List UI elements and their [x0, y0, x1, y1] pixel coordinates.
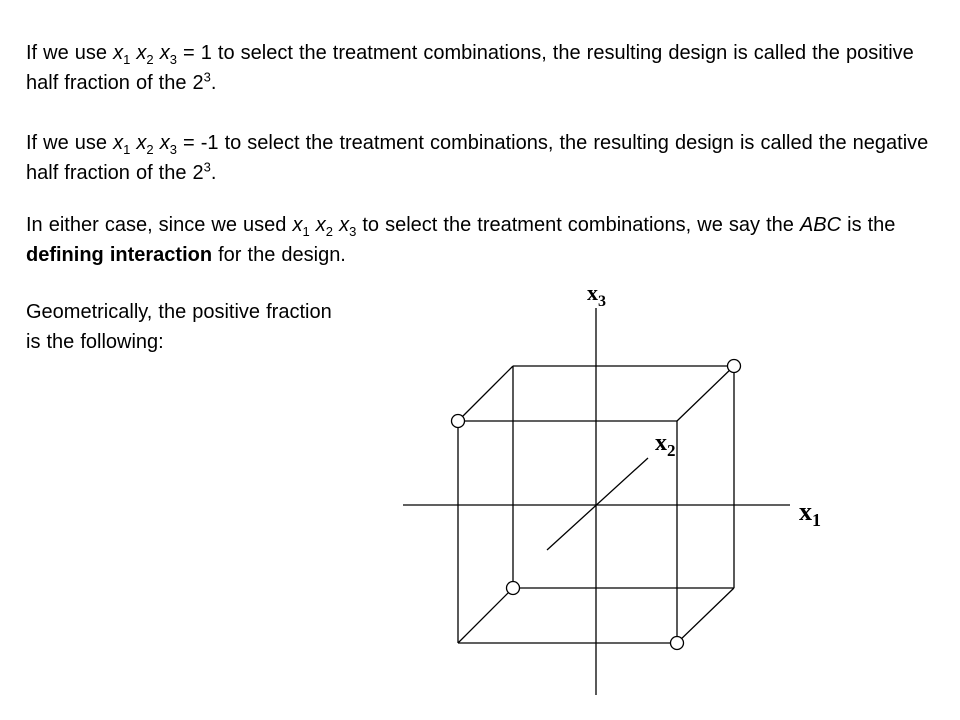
paragraph-geometric-intro: Geometrically, the positive fraction is the following: — [26, 301, 332, 353]
text: for the design. — [212, 244, 346, 266]
subscript: 3 — [169, 52, 177, 67]
text: If we use — [26, 132, 114, 154]
subscript: 1 — [123, 142, 131, 157]
var-x: x — [159, 42, 170, 64]
var-x: x — [113, 132, 124, 154]
var-x: x — [159, 132, 170, 154]
design-point — [507, 582, 520, 595]
design-point — [728, 360, 741, 373]
design-point — [452, 415, 465, 428]
text: to select the treatment combinations, we say the — [356, 214, 800, 236]
x3-label: $x_3$ — [587, 280, 606, 310]
var-x: x — [339, 214, 350, 236]
var-x: x — [292, 214, 303, 236]
text: = -1 to select the treatment combinations, the resulting design is called the negative half fraction of the 2 — [26, 132, 929, 184]
text: . — [210, 72, 217, 94]
subscript: 2 — [146, 142, 154, 157]
subscript: 2 — [146, 52, 154, 67]
x2-axis — [547, 458, 648, 550]
x2-label: $x_2$ — [655, 430, 676, 460]
text: is the — [841, 214, 896, 236]
var-x: x — [113, 42, 124, 64]
cube-edge — [677, 366, 734, 421]
design-point — [671, 637, 684, 650]
subscript: 3 — [169, 142, 177, 157]
subscript: 2 — [325, 224, 334, 239]
cube-edge — [677, 588, 734, 643]
subscript: 1 — [302, 224, 310, 239]
subscript: 1 — [123, 52, 131, 67]
text: . — [210, 162, 217, 184]
text: = 1 to select the treatment combinations, the resulting design is called the positive half fraction of the 2 — [26, 42, 914, 94]
text: If we use — [26, 42, 114, 64]
cube-edge — [458, 366, 513, 421]
var-x: x — [136, 132, 147, 154]
defining-interaction-term: defining interaction — [26, 244, 213, 266]
cube-edge — [458, 588, 513, 643]
abc-term: ABC — [799, 214, 842, 236]
superscript: 3 — [203, 159, 211, 175]
var-x: x — [315, 214, 326, 236]
subscript: 3 — [349, 224, 357, 239]
x1-label: $x_1$ — [799, 497, 821, 530]
text: In either case, since we used — [26, 214, 293, 236]
superscript: 3 — [203, 69, 211, 85]
var-x: x — [136, 42, 147, 64]
